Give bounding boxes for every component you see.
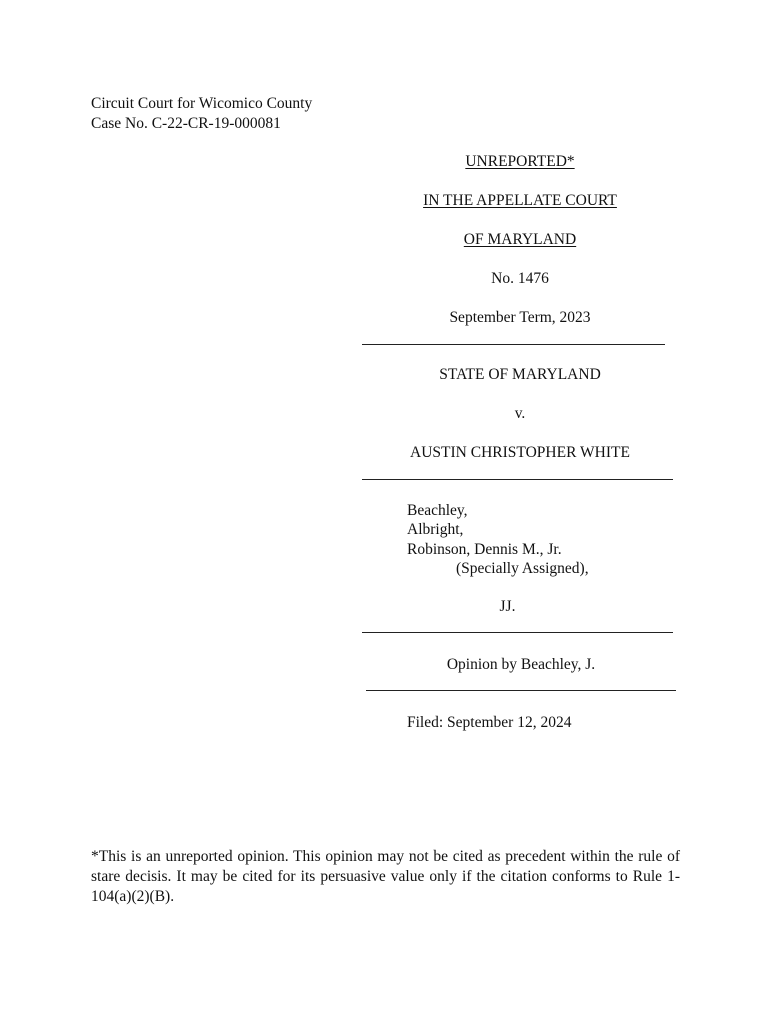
term-line: September Term, 2023 <box>449 309 591 326</box>
footnote-text: *This is an unreported opinion. This opinion may not be cited as precedent within the rule of stare decisis. It may be cited for its persuasive value only if the citation conforms to Rule 1-104(a)(2)(B). <box>91 848 680 905</box>
judge-name: Beachley, <box>407 502 468 519</box>
appellant-name: STATE OF MARYLAND <box>439 366 601 383</box>
opinion-by-line: Opinion by Beachley, J. <box>446 656 596 673</box>
appellee-name: AUSTIN CHRISTOPHER WHITE <box>410 444 630 461</box>
court-name-line-1: IN THE APPELLATE COURT <box>423 192 617 209</box>
judge-name: Robinson, Dennis M., Jr. <box>407 541 562 558</box>
divider-rule <box>362 344 665 345</box>
justices-abbreviation: JJ. <box>499 598 516 615</box>
case-number-line: Case No. C-22-CR-19-000081 <box>91 115 281 132</box>
unreported-heading: UNREPORTED* <box>465 153 575 170</box>
judge-name: Albright, <box>407 521 464 538</box>
divider-rule <box>362 632 673 633</box>
docket-number: No. 1476 <box>491 270 549 287</box>
divider-rule <box>366 690 676 691</box>
court-name-line-2: OF MARYLAND <box>463 231 577 248</box>
circuit-court-line: Circuit Court for Wicomico County <box>91 95 313 112</box>
divider-rule <box>362 479 673 480</box>
versus-label: v. <box>514 405 526 422</box>
specially-assigned-note: (Specially Assigned), <box>456 560 589 577</box>
filed-date: Filed: September 12, 2024 <box>407 714 572 731</box>
